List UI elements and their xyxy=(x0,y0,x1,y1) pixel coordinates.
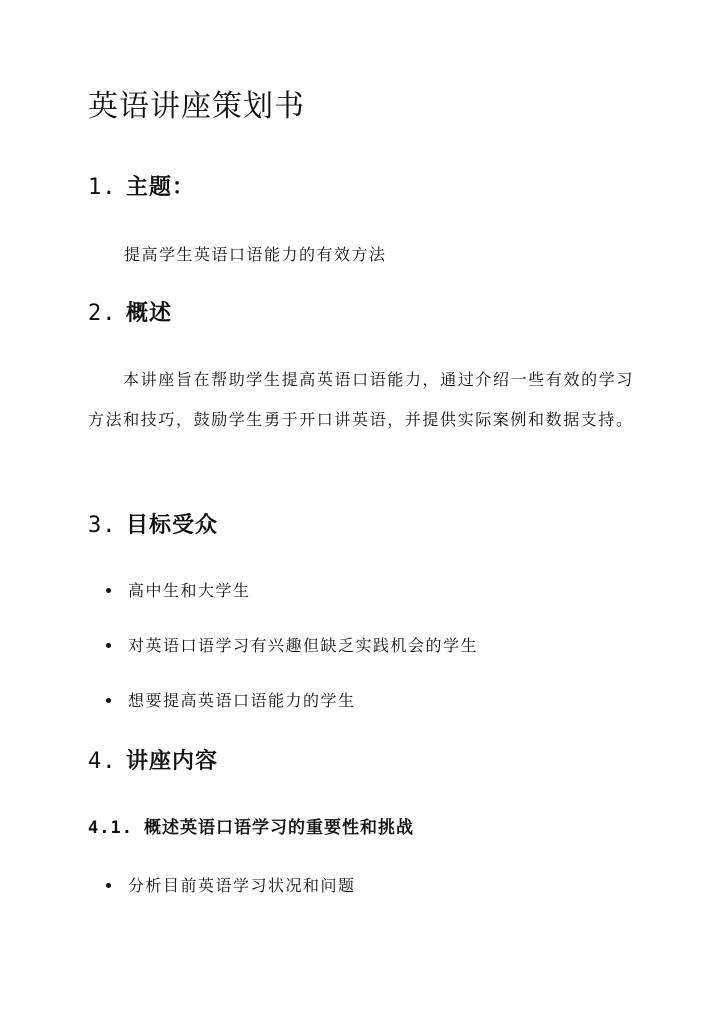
subsection-heading-text: 概述英语口语学习的重要性和挑战 xyxy=(144,818,414,838)
section-heading-text: 主题： xyxy=(126,174,196,200)
section-number: 2. xyxy=(88,301,117,326)
bullet-icon xyxy=(106,643,111,648)
list-item xyxy=(106,874,356,898)
list-item-text: 高中生和大学生 xyxy=(128,581,251,600)
bullet-icon xyxy=(106,883,111,888)
section-heading-2 xyxy=(88,298,172,329)
list-item xyxy=(106,634,478,658)
section-heading-text: 目标受众 xyxy=(126,512,219,538)
list-item-text: 想要提高英语口语能力的学生 xyxy=(128,691,356,710)
section-heading-1 xyxy=(88,172,195,203)
list-item-text: 分析目前英语学习状况和问题 xyxy=(128,876,356,895)
list-item xyxy=(106,689,356,713)
bullet-icon xyxy=(106,698,111,703)
section-heading-3 xyxy=(88,510,218,541)
subsection-heading-4-1 xyxy=(88,816,414,840)
section-number: 3. xyxy=(88,513,117,538)
section-number: 1. xyxy=(88,175,117,200)
document-title: 英语讲座策划书 xyxy=(88,89,305,124)
section-heading-4 xyxy=(88,746,218,777)
section-2-paragraph: 本讲座旨在帮助学生提高英语口语能力，通过介绍一些有效的学习方法和技巧，鼓励学生勇于开口讲英语，并提供实际案例和数据支持。 xyxy=(88,370,634,429)
section-number: 4. xyxy=(88,749,117,774)
bullet-icon xyxy=(106,588,111,593)
subsection-number: 4.1. xyxy=(88,818,133,838)
list-item-text: 对英语口语学习有兴趣但缺乏实践机会的学生 xyxy=(128,636,479,655)
section-heading-text: 概述 xyxy=(126,300,173,326)
section-heading-text: 讲座内容 xyxy=(126,748,219,774)
list-item xyxy=(106,579,251,603)
section-1-body: 提高学生英语口语能力的有效方法 xyxy=(124,245,387,264)
